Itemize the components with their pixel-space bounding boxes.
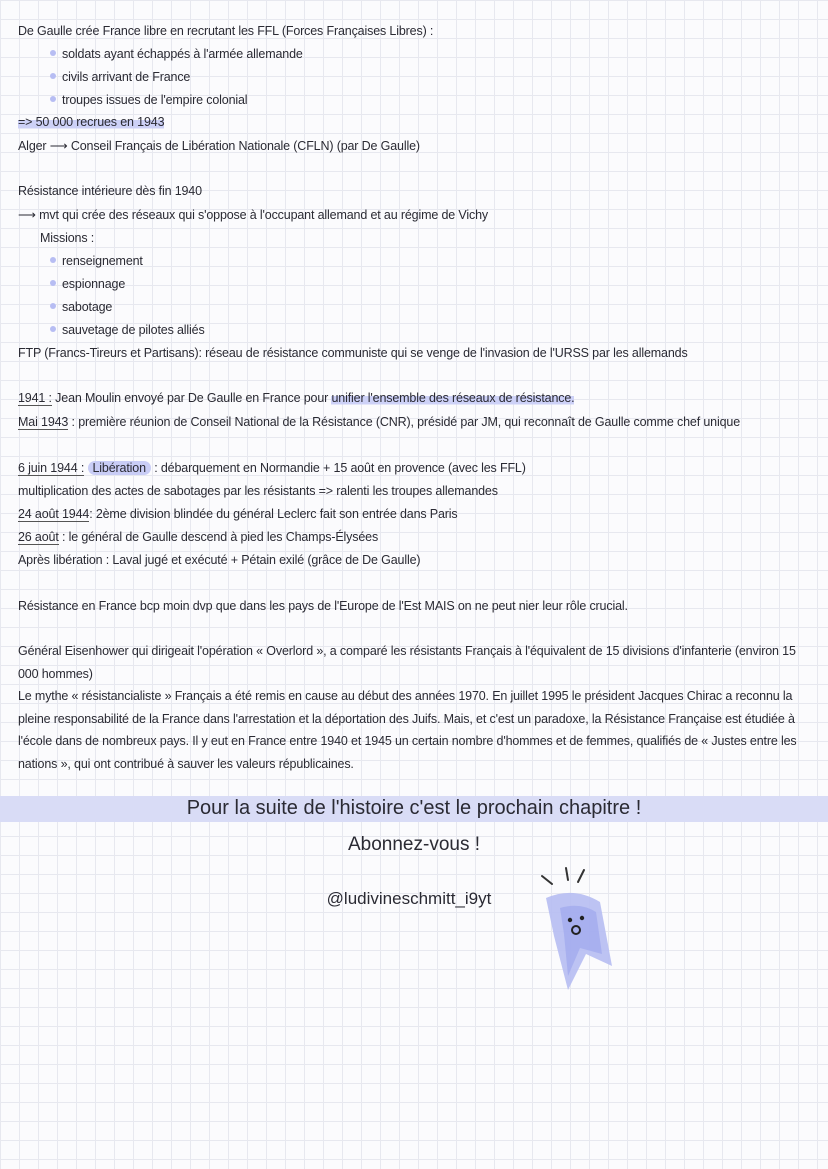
bullet-icon (50, 280, 56, 286)
bullet-icon (50, 96, 56, 102)
myth-paragraph: Le mythe « résistancialiste » Français a été remis en cause au début des années 1970. En juillet 1995 le président Jacques Chirac a reconnu la pleine responsabilité de la France dans l'arrestation et la déportation des Juifs. Mais, et c'est un paradoxe, la Résistance Française est étudiée à l'école dans de nombreux pays. Il y eut en France entre 1940 et 1945 un certain nombre d'hommes et de femmes, qualifiés de « Justes entre les nations », qui ont contribué à sauver les valeurs républicaines. (18, 689, 797, 771)
list-item: sabotage (50, 298, 112, 316)
list-item: sauvetage de pilotes alliés (50, 321, 205, 339)
ffl-intro: De Gaulle crée France libre en recrutant les FFL (Forces Françaises Libres) : (18, 24, 434, 38)
bullet-icon (50, 50, 56, 56)
resistance-title: Résistance intérieure dès fin 1940 (18, 184, 202, 198)
author-handle: @ludivineschmitt_i9yt (326, 889, 492, 908)
after-liberation-line: Après libération : Laval jugé et exécuté + Pétain exilé (grâce de De Gaulle) (18, 553, 421, 567)
bullet-icon (50, 257, 56, 263)
list-item: civils arrivant de France (50, 68, 190, 86)
moulin-line: 1941 : Jean Moulin envoyé par De Gaulle en France pour unifier l'ensemble des réseaux de résistance. (18, 391, 575, 405)
next-chapter-text: Pour la suite de l'histoire c'est le prochain chapitre ! (186, 797, 642, 819)
cnr-line: Mai 1943 : première réunion de Conseil National de la Résistance (CNR), présidé par JM, qui reconnaît de Gaulle comme chef unique (18, 415, 741, 429)
gaulle-line: 26 août : le général de Gaulle descend à pied les Champs-Élysées (18, 530, 379, 544)
resistance-definition: ⟶ mvt qui crée des réseaux qui s'oppose à l'occupant allemand et au régime de Vichy (18, 208, 489, 222)
list-item: renseignement (50, 252, 143, 270)
alger-line: Alger ⟶ Conseil Français de Libération Nationale (CFLN) (par De Gaulle) (18, 139, 420, 153)
comparison-line: Résistance en France bcp moin dvp que dans les pays de l'Europe de l'Est MAIS on ne peut nier leur rôle crucial. (18, 599, 628, 613)
recruits-line: => 50 000 recrues en 1943 (18, 115, 165, 129)
bullet-icon (50, 303, 56, 309)
list-item: soldats ayant échappés à l'armée allemande (50, 45, 303, 63)
leclerc-line: 24 août 1944: 2ème division blindée du général Leclerc fait son entrée dans Paris (18, 507, 458, 521)
list-item: troupes issues de l'empire colonial (50, 91, 247, 109)
liberation-line: 6 juin 1944 : Libération : débarquement en Normandie + 15 août en provence (avec les FFL) (18, 461, 526, 475)
list-item: espionnage (50, 275, 125, 293)
smiley-flag-icon (520, 858, 630, 998)
bullet-icon (50, 326, 56, 332)
subscribe-text: Abonnez-vous ! (347, 834, 481, 855)
missions-label: Missions : (40, 231, 95, 245)
sabotage-line: multiplication des actes de sabotages par les résistants => ralenti les troupes allemandes (18, 484, 498, 498)
eisenhower-paragraph: Général Eisenhower qui dirigeait l'opération « Overlord », a comparé les résistants Français à l'équivalent de 15 divisions d'infanterie (environ 15 000 hommes) (18, 644, 796, 681)
ftp-line: FTP (Francs-Tireurs et Partisans): réseau de résistance communiste qui se venge de l'invasion de l'URSS par les allemands (18, 346, 688, 360)
bullet-icon (50, 73, 56, 79)
